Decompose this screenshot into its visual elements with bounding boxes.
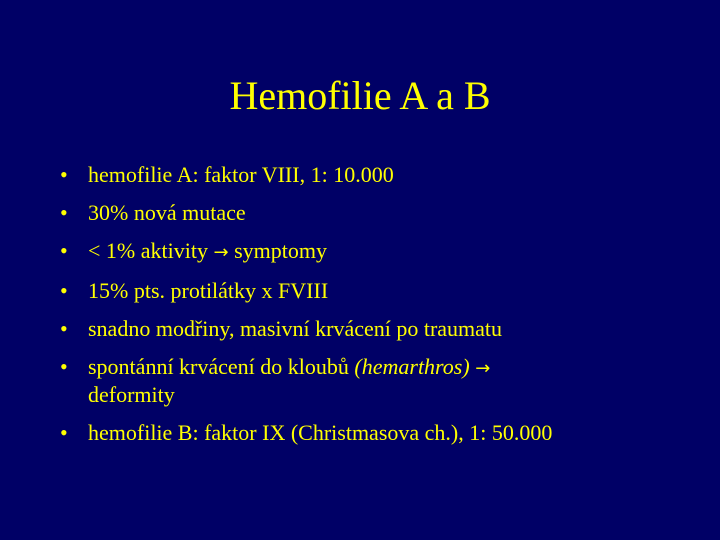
bullet-text: 15% pts. protilátky x FVIII [88, 278, 329, 303]
bullet-text: symptomy [228, 238, 327, 263]
right-arrow-icon: → [475, 358, 491, 379]
bullet-item [60, 420, 700, 446]
bullet-dot: • [60, 238, 68, 263]
slide-title: Hemofilie A a B [229, 73, 491, 118]
bullet-item [60, 200, 700, 226]
bullet-list [60, 162, 700, 458]
bullet-text: 30% nová mutace [88, 200, 246, 225]
right-arrow-icon: → [213, 242, 229, 263]
bullet-text: hemofilie B: faktor IX (Christmasova ch.), 1: 50.000 [88, 420, 553, 445]
bullet-text: spontánní krvácení do kloubů [88, 354, 355, 379]
bullet-item [60, 238, 700, 266]
bullet-text: deformity [88, 382, 175, 407]
less-than-symbol: < [88, 238, 101, 263]
bullet-dot: • [60, 162, 68, 187]
bullet-item [60, 354, 700, 408]
bullet-text: hemofilie A: faktor VIII, 1: 10.000 [88, 162, 394, 187]
bullet-dot: • [60, 420, 68, 445]
bullet-dot: • [60, 278, 68, 303]
bullet-dot: • [60, 200, 68, 225]
bullet-dot: • [60, 316, 68, 341]
bullet-italic-text: (hemarthros) [354, 354, 470, 379]
bullet-text: 1% aktivity [100, 238, 214, 263]
bullet-dot: • [60, 354, 68, 379]
bullet-item [60, 316, 700, 342]
bullet-text: snadno modřiny, masivní krvácení po traumatu [88, 316, 503, 341]
bullet-item [60, 162, 700, 188]
bullet-item [60, 278, 700, 304]
